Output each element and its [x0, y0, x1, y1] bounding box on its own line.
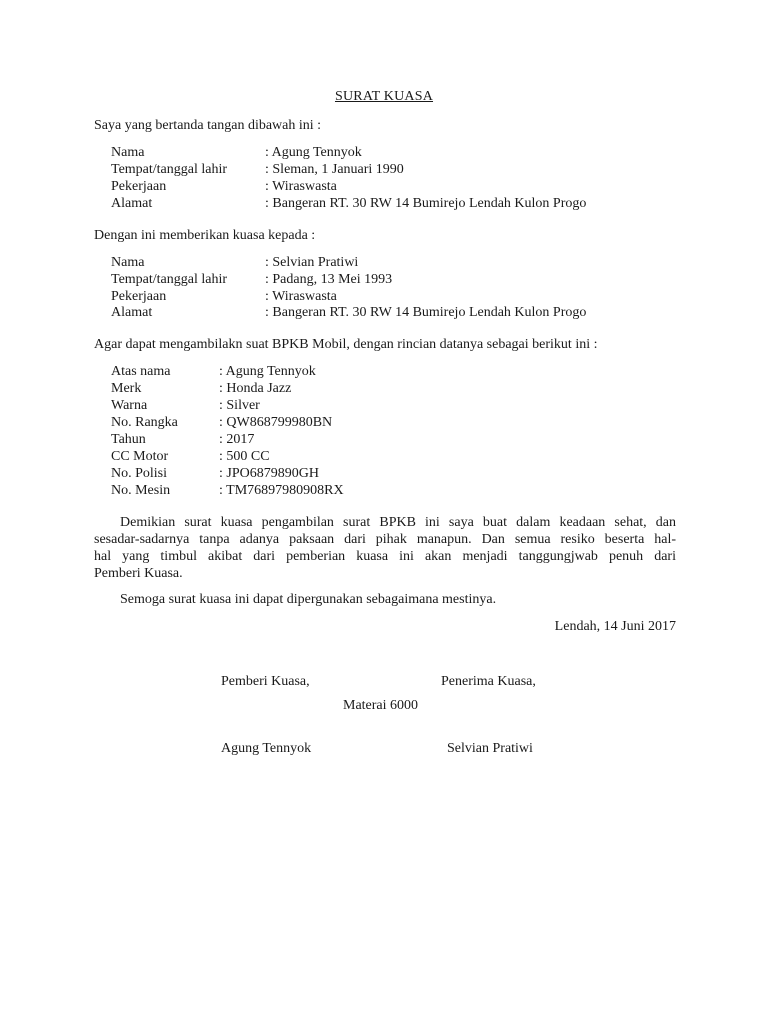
field-label: Warna [111, 398, 148, 413]
field-value: : JPO6879890GH [219, 466, 319, 481]
field-label: CC Motor [111, 449, 169, 464]
field-label: Alamat [111, 305, 153, 320]
field-value: : Bangeran RT. 30 RW 14 Bumirejo Lendah Kulon Progo [265, 305, 587, 320]
document-title: SURAT KUASA [334, 89, 434, 104]
grant-intro-text: Dengan ini memberikan kuasa kepada : [94, 228, 316, 243]
field-value: : Bangeran RT. 30 RW 14 Bumirejo Lendah Kulon Progo [265, 196, 587, 211]
field-label: Merk [111, 381, 142, 396]
hope-text: Semoga surat kuasa ini dapat dipergunakan sebagaimana mestinya. [120, 592, 497, 607]
field-value: : 2017 [219, 432, 255, 447]
giver-label: Pemberi Kuasa, [221, 674, 310, 689]
field-label: No. Polisi [111, 466, 168, 481]
field-value: : Honda Jazz [219, 381, 292, 396]
receiver-label: Penerima Kuasa, [441, 674, 536, 689]
field-label: Atas nama [111, 364, 171, 379]
field-label: Tahun [111, 432, 146, 447]
field-value: : 500 CC [219, 449, 270, 464]
stamp-text: Materai 6000 [343, 698, 419, 713]
closing-line: hal yang timbul akibat dari pemberian kuasa ini akan menjadi tanggungjwab penuh dari [94, 549, 676, 564]
field-value: : Wiraswasta [265, 179, 337, 194]
field-value: : Agung Tennyok [265, 145, 362, 160]
field-label: Alamat [111, 196, 153, 211]
field-label: Tempat/tanggal lahir [111, 272, 228, 287]
field-label: Nama [111, 255, 145, 270]
field-label: Pekerjaan [111, 289, 167, 304]
field-value: : TM76897980908RX [219, 483, 344, 498]
field-value: : Silver [219, 398, 260, 413]
closing-line: sesadar-sadarnya tanpa adanya paksaan dari pihak manapun. Dan semua resiko beserta hal- [94, 532, 676, 547]
intro-text: Saya yang bertanda tangan dibawah ini : [94, 118, 322, 133]
field-value: : Padang, 13 Mei 1993 [265, 272, 393, 287]
field-value: : Sleman, 1 Januari 1990 [265, 162, 404, 177]
closing-line: Pemberi Kuasa. [94, 566, 183, 581]
field-value: : Selvian Pratiwi [265, 255, 359, 270]
field-label: No. Mesin [111, 483, 171, 498]
giver-name: Agung Tennyok [221, 741, 312, 756]
field-value: : Wiraswasta [265, 289, 337, 304]
place-date: Lendah, 14 Juni 2017 [554, 619, 676, 634]
receiver-name: Selvian Pratiwi [447, 741, 533, 756]
field-value: : QW868799980BN [219, 415, 333, 430]
field-label: No. Rangka [111, 415, 178, 430]
field-label: Nama [111, 145, 145, 160]
purpose-text: Agar dapat mengambilakn suat BPKB Mobil, dengan rincian datanya sebagai berikut ini : [94, 337, 598, 352]
field-value: : Agung Tennyok [219, 364, 316, 379]
closing-line: Demikian surat kuasa pengambilan surat BPKB ini saya buat dalam keadaan sehat, dan [120, 515, 676, 530]
field-label: Pekerjaan [111, 179, 167, 194]
field-label: Tempat/tanggal lahir [111, 162, 228, 177]
